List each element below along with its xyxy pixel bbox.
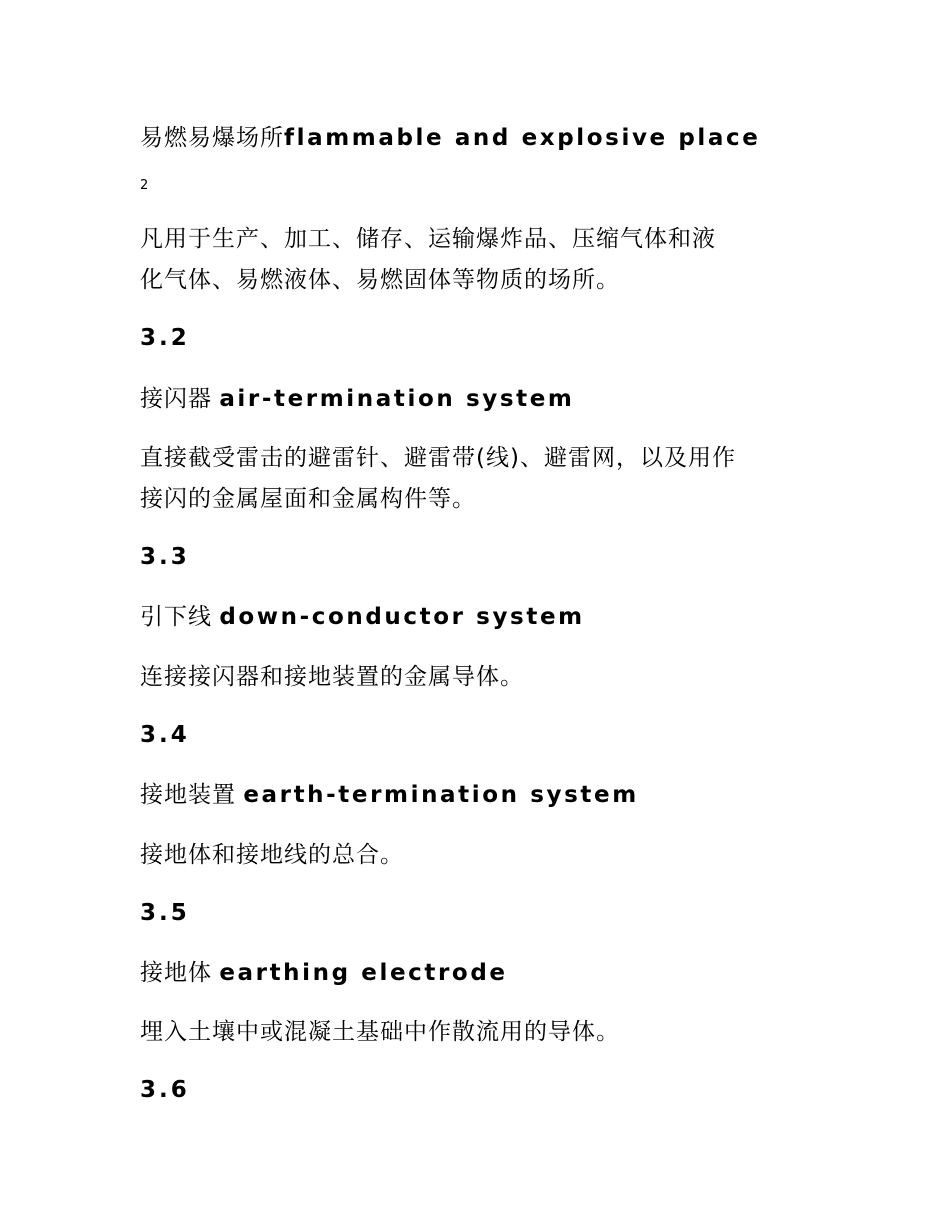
term-english: down-conductor system bbox=[219, 604, 585, 630]
definition-line: 接闪的金属屋面和金属构件等。 bbox=[140, 486, 476, 512]
term-heading bbox=[140, 384, 574, 414]
term-heading bbox=[140, 780, 639, 810]
section-number: 3.4 bbox=[140, 722, 190, 748]
term-english: air-termination system bbox=[219, 386, 575, 412]
term-chinese: 易燃易爆场所 bbox=[140, 125, 284, 151]
term-heading bbox=[140, 123, 760, 153]
footnote-number: 2 bbox=[140, 178, 149, 193]
term-heading bbox=[140, 602, 585, 632]
section-number: 3.6 bbox=[140, 1077, 190, 1103]
definition-line: 直接截受雷击的避雷针、避雷带(线)、避雷网，以及用作 bbox=[140, 445, 736, 471]
definition-line: 接地体和接地线的总合。 bbox=[140, 842, 404, 868]
term-chinese: 引下线 bbox=[140, 604, 212, 630]
section-number: 3.3 bbox=[140, 544, 190, 570]
term-heading bbox=[140, 958, 508, 988]
term-english: earth-termination system bbox=[243, 782, 639, 808]
term-chinese: 接地体 bbox=[140, 960, 212, 986]
definition-line: 埋入土壤中或混凝土基础中作散流用的导体。 bbox=[140, 1019, 620, 1045]
term-chinese: 接地装置 bbox=[140, 782, 236, 808]
definition-line: 连接接闪器和接地装置的金属导体。 bbox=[140, 664, 524, 690]
definition-line: 化气体、易燃液体、易燃固体等物质的场所。 bbox=[140, 267, 620, 293]
section-number: 3.5 bbox=[140, 900, 190, 926]
term-chinese: 接闪器 bbox=[140, 386, 212, 412]
definition-line: 凡用于生产、加工、储存、运输爆炸品、压缩气体和液 bbox=[140, 226, 716, 252]
term-english: flammable and explosive place bbox=[284, 125, 761, 151]
term-english: earthing electrode bbox=[219, 960, 508, 986]
section-number: 3.2 bbox=[140, 325, 190, 351]
